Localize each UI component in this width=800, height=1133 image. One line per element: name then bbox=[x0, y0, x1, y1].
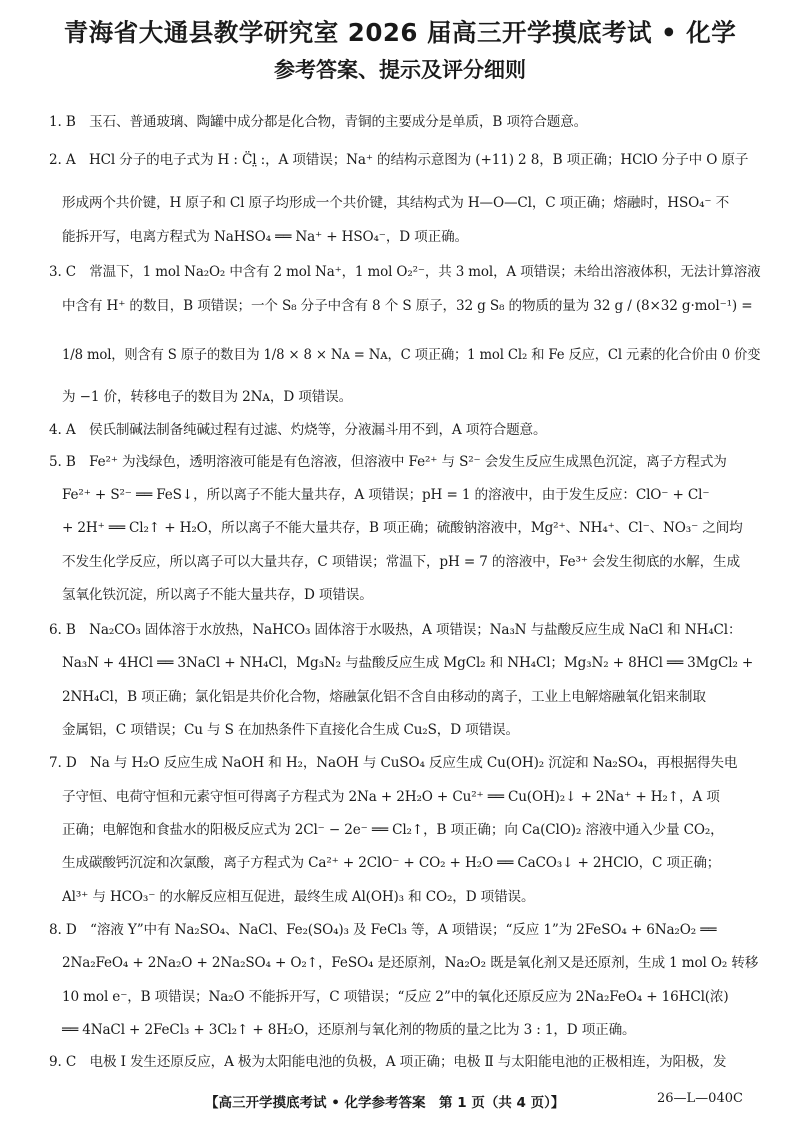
document-code: 26—L—040C bbox=[657, 1091, 743, 1106]
answer-item: 6. B Na₂CO₃ 固体溶于水放热，NaHCO₃ 固体溶于水吸热，A 项错误；Na₃N 与盐酸反应生成 NaCl 和 NH₄Cl： bbox=[49, 622, 742, 638]
answer-line-continued: 子守恒、电荷守恒和元素守恒可得离子方程式为 2Na + 2H₂O + Cu²⁺ ══ Cu(OH)₂↓ + 2Na⁺ + H₂↑，A 项 bbox=[62, 789, 720, 805]
answer-line-continued: Na₃N + 4HCl ══ 3NaCl + NH₄Cl，Mg₃N₂ 与盐酸反应生成 MgCl₂ 和 NH₄Cl；Mg₃N₂ + 8HCl ══ 3MgCl₂ + bbox=[62, 655, 754, 671]
answer-line-continued: 1/8 mol，则含有 S 原子的数目为 1/8 × 8 × Nᴀ = Nᴀ，C 项正确；1 mol Cl₂ 和 Fe 反应，Cl 元素的化合价由 0 价变 bbox=[62, 347, 761, 363]
answer-item: 3. C 常温下，1 mol Na₂O₂ 中含有 2 mol Na⁺，1 mol O₂²⁻，共 3 mol，A 项错误；未给出溶液体积，无法计算溶液 bbox=[49, 264, 761, 280]
answer-item: 2. A HCl 分子的电子式为 H : C̈l̤ :，A 项错误；Na⁺ 的结构示意图为 (+11) 2 8，B 项正确；HClO 分子中 O 原子 bbox=[49, 152, 749, 168]
answer-item: 7. D Na 与 H₂O 反应生成 NaOH 和 H₂，NaOH 与 CuSO₄ 反应生成 Cu(OH)₂ 沉淀和 Na₂SO₄，再根据得失电 bbox=[49, 755, 738, 771]
answer-line-continued: + 2H⁺ ══ Cl₂↑ + H₂O，所以离子不能大量共存，B 项正确；硫酸钠溶液中，Mg²⁺、NH₄⁺、Cl⁻、NO₃⁻ 之间均 bbox=[62, 520, 743, 536]
answer-line-continued: 形成两个共价键，H 原子和 Cl 原子均形成一个共价键，其结构式为 H—O—Cl，C 项正确；熔融时，HSO₄⁻ 不 bbox=[62, 195, 730, 211]
answer-item: 4. A 侯氏制碱法制备纯碱过程有过滤、灼烧等，分液漏斗用不到，A 项符合题意。 bbox=[49, 422, 547, 438]
answer-line-continued: ══ 4NaCl + 2FeCl₃ + 3Cl₂↑ + 8H₂O，还原剂与氧化剂的物质的量之比为 3 : 1，D 项正确。 bbox=[62, 1022, 636, 1038]
answer-line-continued: 氢氧化铁沉淀，所以离子不能大量共存，D 项错误。 bbox=[62, 587, 373, 603]
answer-line-continued: 10 mol e⁻，B 项错误；Na₂O 不能拆开写，C 项错误；“反应 2”中的氧化还原反应为 2Na₂FeO₄ + 16HCl(浓) bbox=[62, 989, 729, 1005]
answer-line-continued: 能拆开写，电离方程式为 NaHSO₄ ══ Na⁺ + HSO₄⁻，D 项正确。 bbox=[62, 229, 468, 245]
answer-line-continued: 不发生化学反应，所以离子可以大量共存，C 项错误；常温下，pH = 7 的溶液中，Fe³⁺ 会发生彻底的水解，生成 bbox=[62, 554, 740, 570]
answer-item: 1. B 玉石、普通玻璃、陶罐中成分都是化合物，青铜的主要成分是单质，B 项符合题意。 bbox=[49, 114, 588, 130]
answer-line-continued: 正确；电解饱和食盐水的阳极反应式为 2Cl⁻ − 2e⁻ ══ Cl₂↑，B 项正确；向 Ca(ClO)₂ 溶液中通入少量 CO₂， bbox=[62, 822, 724, 838]
answer-line-continued: 生成碳酸钙沉淀和次氯酸，离子方程式为 Ca²⁺ + 2ClO⁻ + CO₂ + H₂O ══ CaCO₃↓ + 2HClO，C 项正确； bbox=[62, 855, 721, 871]
answer-item: 5. B Fe²⁺ 为浅绿色，透明溶液可能是有色溶液，但溶液中 Fe²⁺ 与 S²⁻ 会发生反应生成黑色沉淀，离子方程式为 bbox=[49, 454, 727, 470]
answer-line-continued: Fe²⁺ + S²⁻ ══ FeS↓，所以离子不能大量共存，A 项错误；pH = 1 的溶液中，由于发生反应：ClO⁻ + Cl⁻ bbox=[62, 487, 710, 503]
page-footer: 【高三开学摸底考试 • 化学参考答案 第 1 页（共 4 页）】 bbox=[205, 1095, 565, 1111]
answer-line-continued: 2NH₄Cl，B 项正确；氯化铝是共价化合物，熔融氯化铝不含自由移动的离子，工业上电解熔融氧化铝来制取 bbox=[62, 689, 706, 705]
answer-line-continued: 2Na₂FeO₄ + 2Na₂O + 2Na₂SO₄ + O₂↑，FeSO₄ 是还原剂，Na₂O₂ 既是氧化剂又是还原剂，生成 1 mol O₂ 转移 bbox=[62, 955, 759, 971]
answer-line-continued: 金属铝，C 项错误；Cu 与 S 在加热条件下直接化合生成 Cu₂S，D 项错误。 bbox=[62, 722, 519, 738]
answer-item: 9. C 电极 Ⅰ 发生还原反应，A 极为太阳能电池的负极，A 项正确；电极 Ⅱ 与太阳能电池的正极相连，为阳极，发 bbox=[49, 1054, 727, 1070]
answer-line-continued: 中含有 H⁺ 的数目，B 项错误；一个 S₈ 分子中含有 8 个 S 原子，32 g S₈ 的物质的量为 32 g / (8×32 g·mol⁻¹) = bbox=[62, 298, 753, 314]
answer-item: 8. D “溶液 Y”中有 Na₂SO₄、NaCl、Fe₂(SO₄)₃ 及 FeCl₃ 等，A 项错误；“反应 1”为 2FeSO₄ + 6Na₂O₂ ══ bbox=[49, 922, 717, 938]
answer-line-continued: 为 −1 价，转移电子的数目为 2Nᴀ，D 项错误。 bbox=[62, 389, 353, 405]
page-title: 青海省大通县教学研究室 2026 届高三开学摸底考试 • 化学 bbox=[63, 18, 737, 47]
page-subtitle: 参考答案、提示及评分细则 bbox=[274, 58, 526, 82]
answer-line-continued: Al³⁺ 与 HCO₃⁻ 的水解反应相互促进，最终生成 Al(OH)₃ 和 CO₂，D 项错误。 bbox=[62, 889, 535, 905]
